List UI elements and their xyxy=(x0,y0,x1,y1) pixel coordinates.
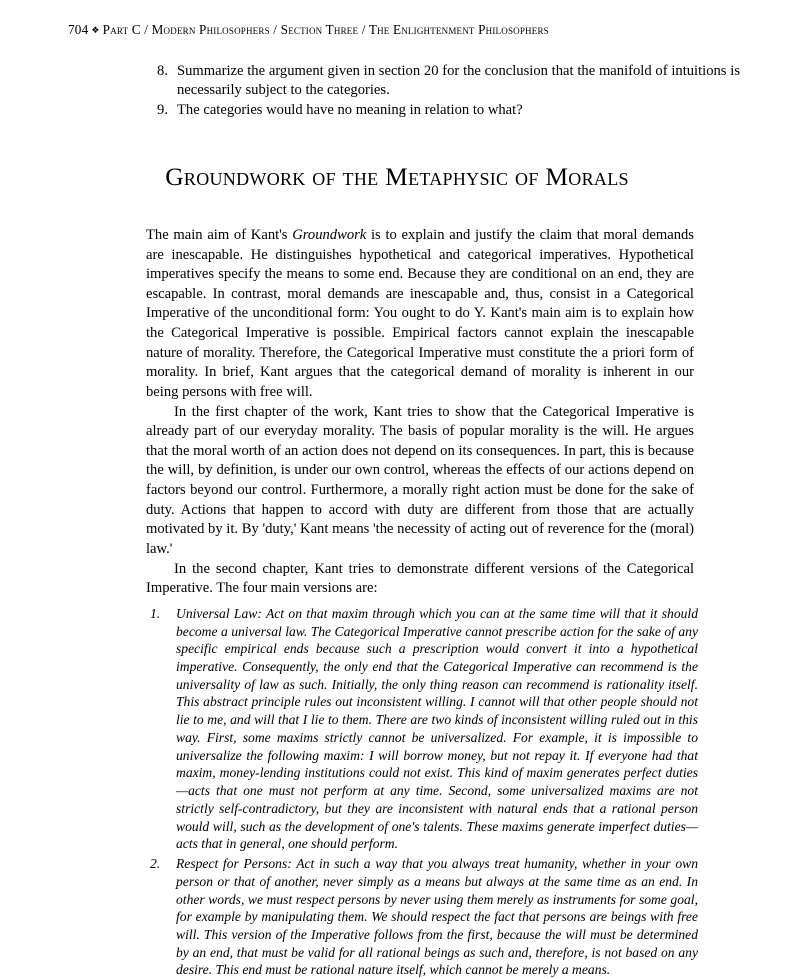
imperative-versions-list xyxy=(150,605,698,979)
page-title: Groundwork of the Metaphysic of Morals xyxy=(165,161,629,191)
header-section-a: Modern Philosophers xyxy=(151,22,270,37)
run-text: is to explain and justify the claim that moral demands are inescapable. He distinguishes hypothetical and categorical imperatives. Hypothetical imperatives specify the means to some end. Because they are conditional on an end, they are escapable. In contrast, moral demands are inescapable and, thus, consist in a Categorical Imperative of the unconditional form: You ought to do Y. Kant's main aim is to explain how the Categorical Imperative is possible. Empirical factors cannot explain the inescapable nature of morality. Therefore, the Categorical Imperative must constitute the a priori form of morality. In brief, Kant argues that the categorical demand of morality is inherent in our being persons with free will. xyxy=(146,226,694,400)
running-head: 704 ❖ Part C / Modern Philosophers / Section Three / The Enlightenment Philosophers xyxy=(68,22,549,37)
point-number: 2. xyxy=(150,856,161,872)
paragraph-2: In the first chapter of the work, Kant tries to show that the Categorical Imperative is already part of our everyday morality. The basis of popular morality is the will. He argues that the moral worth of an action does not depend on its consequences. In part, this is because the will, by definition, is under our own control, whereas the effects of our actions depend on factors beyond our control. Furthermore, a morally right action must be done for the sake of duty. Actions that happen to accord with duty are different from those that are actually motivated by it. By 'duty,' Kant means 'the necessity of acting out of reverence for the (moral) law.' xyxy=(146,403,694,557)
list-item xyxy=(150,855,698,979)
point-body: Act on that maxim through which you can at the same time will that it should become a universal law. The Categorical Imperative cannot prescribe action for the sake of any specific empirical ends because such a prescription would convert it into a hypothetical imperative. Consequently, the only end that the Categorical Imperative can recommend is the universality of law as such. Initially, the only thing reason can recommend is rationality itself. This abstract principle rules out inconsistent willing. I cannot will that other people should not lie to me, and will that I lie to them. There are two kinds of inconsistent willing ruled out in this way. First, some maxims strictly cannot be universalized. For example, it is impossible to universalize the following maxim: I will borrow money, but not repay it. If everyone had that maxim, money-lending institutions could not exist. This kind of maxim generates perfect duties—acts that one must not perform at any time. Second, some universalized maxims are not strictly self-contradictory, but they are inconsistent with natural ends that a rational person would will, such as the development of one's talents. These maxims generate imperfect duties—acts that in general, one should perform. xyxy=(176,605,698,852)
point-text xyxy=(176,855,698,979)
point-label: Universal Law: xyxy=(176,605,262,621)
page-number: 704 xyxy=(68,22,89,37)
header-section-c: The Enlightenment Philosophers xyxy=(368,22,549,37)
point-body: Act in such a way that you always treat humanity, whether in your own person or that of another, never simply as a means but always at the same time as an end. In other words, we must respect persons by never using them merely as instruments for some goal, for example by manipulating them. We should respect the fact that persons are beings with free will. This version of the Imperative follows from the first, because the will must be determined by an end, that must be valid for all rational beings as such and, therefore, is not based on any desire. This end must be rational nature itself, which cannot be merely a means. xyxy=(176,856,698,978)
question-number: 8. xyxy=(157,63,168,79)
header-diamond-icon: ❖ xyxy=(91,25,100,35)
header-section-b: Section Three xyxy=(280,22,359,37)
list-item xyxy=(146,101,740,120)
paragraph-1 xyxy=(146,226,694,403)
review-questions-list xyxy=(146,62,740,120)
question-text: The categories would have no meaning in relation to what? xyxy=(177,101,523,118)
point-label: Respect for Persons: xyxy=(176,856,292,872)
question-text: Summarize the argument given in section 20 for the conclusion that the manifold of intuitions is necessarily subject to the categories. xyxy=(177,63,740,98)
body-text xyxy=(146,226,694,599)
point-text xyxy=(176,605,698,853)
run-italic: Groundwork xyxy=(292,226,367,243)
point-number: 1. xyxy=(150,605,161,621)
paragraph-3: In the second chapter, Kant tries to demonstrate different versions of the Categorical Imperative. The four main versions are: xyxy=(146,560,694,597)
list-item xyxy=(150,605,698,853)
list-item xyxy=(146,62,740,100)
run-text: The main aim of Kant's xyxy=(146,226,293,243)
header-part: Part C xyxy=(102,22,141,37)
question-number: 9. xyxy=(157,101,168,118)
